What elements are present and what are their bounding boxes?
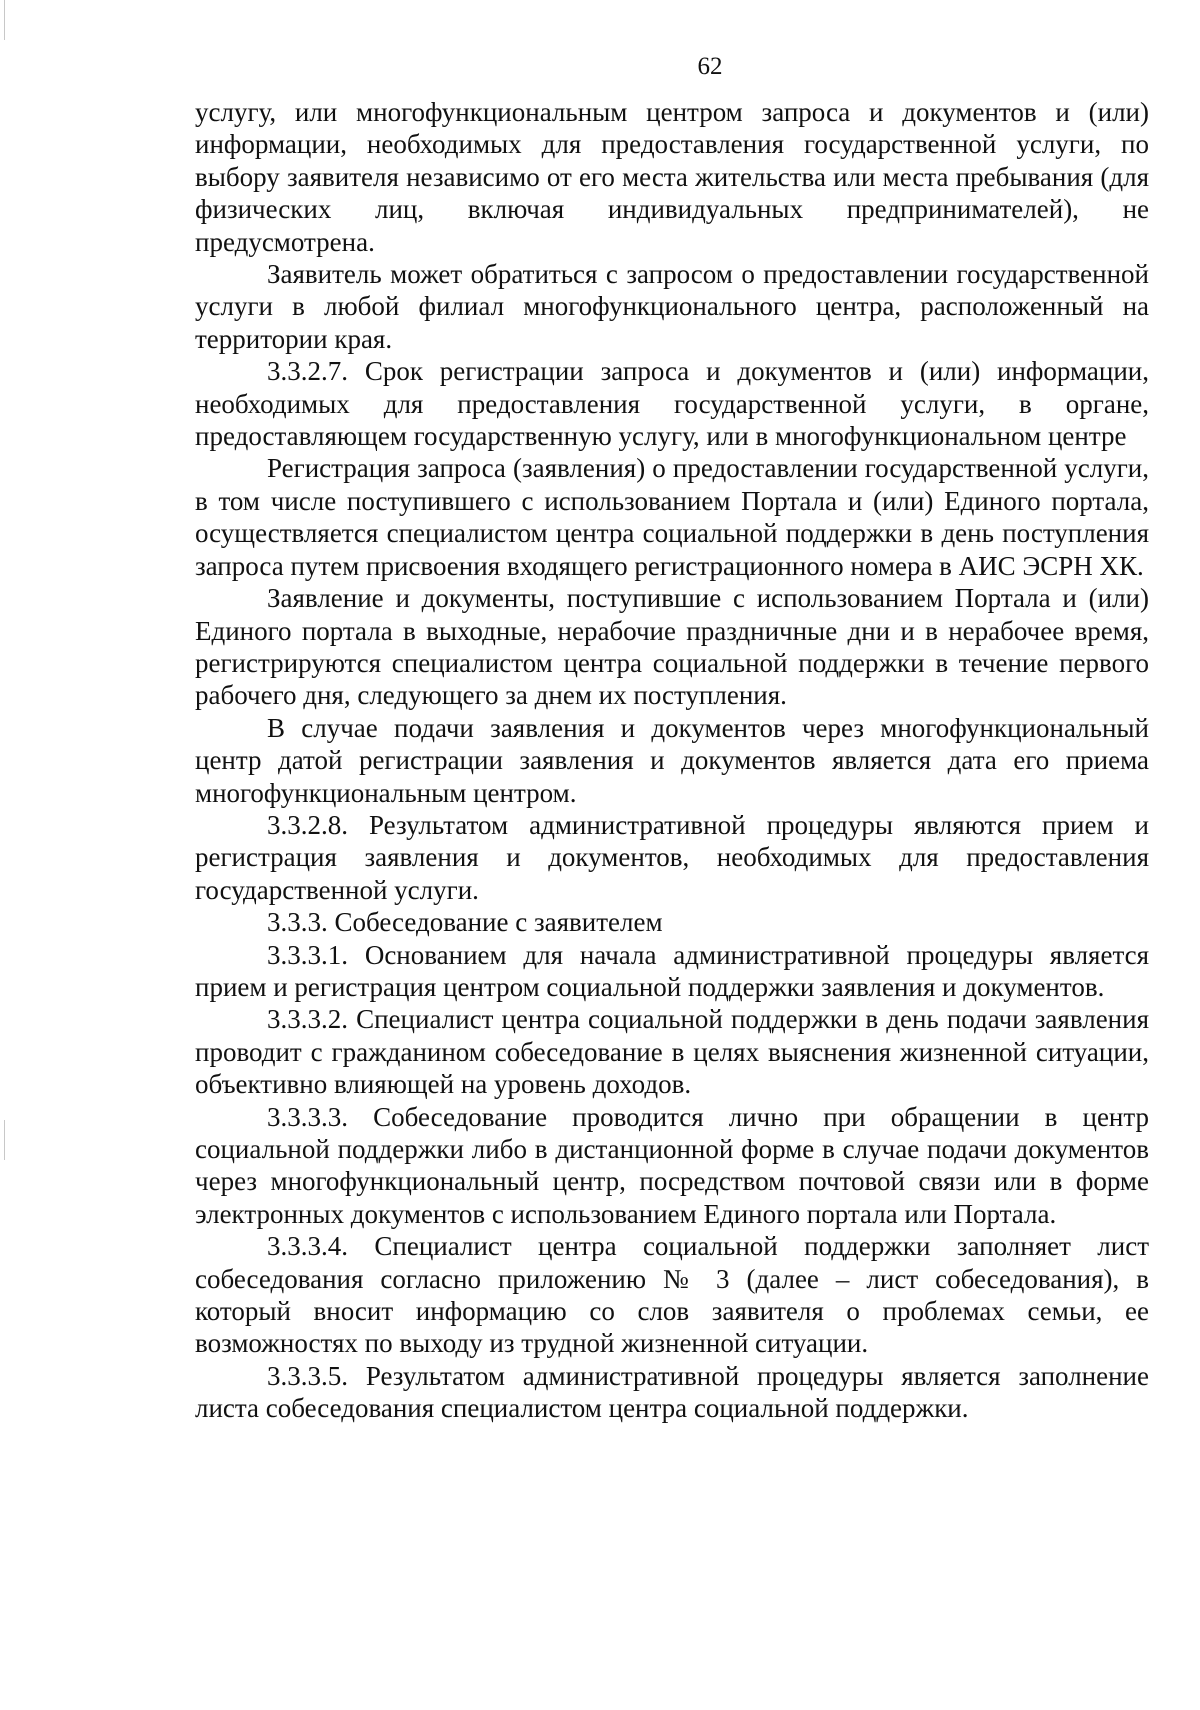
paragraph: 3.3.3.4. Специалист центра социальной поддержки заполняет лист собеседования согласно приложению № 3 (далее – лист собеседования), в который вносит информацию со слов заявителя о проблемах семьи, ее возможностях по выходу из трудной жизненной ситуации. bbox=[195, 1231, 1149, 1359]
paragraph: 3.3.2.8. Результатом административной процедуры являются прием и регистрация заявления и документов, необходимых для предоставления государственной услуги. bbox=[195, 809, 1149, 905]
paragraph: 3.3.3.3. Собеседование проводится лично при обращении в центр социальной поддержки либо в дистанционной форме в случае подачи документов через многофункциональный центр, посредством почтовой связи или в форме электронных документов с использованием Единого портала или Портала. bbox=[195, 1101, 1149, 1229]
section-heading: 3.3.3. Собеседование с заявителем bbox=[267, 907, 663, 938]
paragraph: 3.3.2.7. Срок регистрации запроса и документов и (или) информации, необходимых для предоставления государственной услуги, в органе, предоставляющем государственную услугу, или в многофункциональном центре bbox=[195, 356, 1149, 452]
paragraph: Заявление и документы, поступившие с использованием Портала и (или) Единого портала в выходные, нерабочие праздничные дни и в нерабочее время, регистрируются специалистом центра социальной поддержки в течение первого рабочего дня, следующего за днем их поступления. bbox=[195, 583, 1149, 711]
paragraph: В случае подачи заявления и документов через многофункциональный центр датой регистрации заявления и документов является дата его приема многофункциональным центром. bbox=[195, 712, 1149, 808]
document-body bbox=[195, 96, 1149, 1425]
paragraph: Регистрация запроса (заявления) о предоставлении государственной услуги, в том числе поступившего с использованием Портала и (или) Единого портала, осуществляется специалистом центра социальной поддержки в день поступления запроса путем присвоения входящего регистрационного номера в АИС ЭСРН ХК. bbox=[195, 453, 1149, 581]
paragraph: 3.3.3.1. Основанием для начала административной процедуры является прием и регистрация центром социальной поддержки заявления и документов. bbox=[195, 939, 1149, 1002]
paragraph: Заявитель может обратиться с запросом о предоставлении государственной услуги в любой филиал многофункционального центра, расположенный на территории края. bbox=[195, 259, 1149, 354]
paragraph: 3.3.3.5. Результатом административной процедуры является заполнение листа собеседования специалистом центра социальной поддержки. bbox=[195, 1360, 1149, 1424]
scan-edge-mark bbox=[4, 1120, 5, 1160]
paragraph: 3.3.3.2. Специалист центра социальной поддержки в день подачи заявления проводит с гражданином собеседование в целях выяснения жизненной ситуации, объективно влияющей на уровень доходов. bbox=[195, 1004, 1149, 1100]
page-number: 62 bbox=[697, 53, 723, 80]
paragraph: услугу, или многофункциональным центром запроса и документов и (или) информации, необходимых для предоставления государственной услуги, по выбору заявителя независимо от его места жительства или места пребывания (для физических лиц, включая индивидуальных предпринимателей), не предусмотрена. bbox=[195, 97, 1149, 257]
scan-edge-mark bbox=[4, 0, 5, 40]
